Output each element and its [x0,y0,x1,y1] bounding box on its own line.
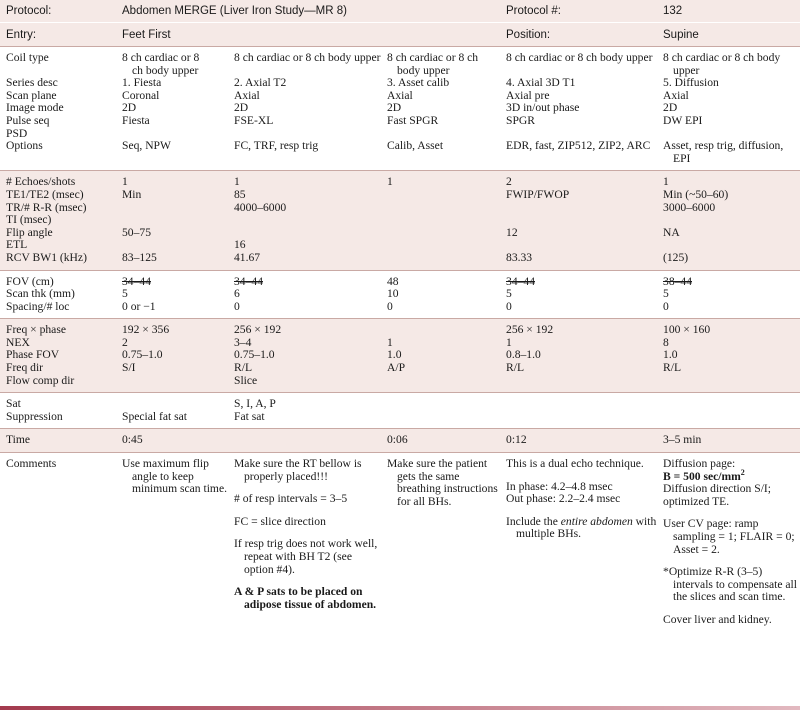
freq-c5: 100 × 160 [657,319,800,337]
comments-c2: Make sure the RT bellow is properly placed!!! # of resp intervals = 3–5 FC = slice direction If resp trig does not work well, repeat with BH T2 (see option #4). A & P sats to be placed on adipose tissue of abdomen. [228,453,381,627]
row-label: TR/# R-R (msec) [6,200,87,214]
row-label: PSD [6,126,28,140]
entry-label: Entry: [0,23,116,47]
pulse-c4: SPGR [506,113,536,127]
time-row [0,429,800,453]
pulse-seq-row [0,115,800,128]
spacing-c1: 0 or −1 [122,299,156,313]
rcv-row [0,252,800,270]
freqdir-c3: A/P [387,361,406,375]
echoes-c2: 1 [228,171,381,189]
rcv-c4: 83.33 [506,250,533,264]
plane-c5: Axial [663,88,689,102]
flow-comp-row [0,375,800,393]
bottom-rule [0,706,800,710]
comments-row [0,453,800,627]
phasefov-c4: 0.8–1.0 [506,348,541,362]
row-label: Phase FOV [6,348,60,362]
coil-row [0,47,800,78]
flip-c5: NA [663,225,680,239]
rcv-c2: 41.67 [234,250,261,264]
series-c1: 1. Fiesta [122,76,162,90]
thk-c5: 5 [663,287,669,301]
te-c1: Min [122,187,142,201]
spacing-c2: 0 [234,299,240,313]
row-label: Flow comp dir [6,373,75,387]
row-label: Sat [0,393,116,411]
mode-c3: 2D [387,101,402,115]
sat-c2: S, I, A, P [228,393,381,411]
nex-c4: 1 [506,335,512,349]
fov-c1: 34–44 [116,270,228,288]
comments-c5: Diffusion page: B = 500 $\sec/mm^2$ Diffusion direction S/I; optimized TE. User CV page: ramp sampling = 1; FLAIR = 0; Asset = 2. *Optimize R-R (3–5) intervals to compensate all the slices and scan time. Cover liver and kidney. [657,453,800,627]
spacing-c4: 0 [506,299,512,313]
phasefov-c2: 0.75–1.0 [234,348,275,362]
time-c5: 3–5 min [657,429,800,453]
thk-c1: 5 [122,287,128,301]
freq-c2: 256 × 192 [228,319,381,337]
freqdir-c5: R/L [663,361,682,375]
coil-c3: 8 ch cardiac or 8 ch body upper [381,47,500,78]
freq-phase-row [0,319,800,337]
phasefov-c5: 1.0 [663,348,678,362]
comments-label: Comments [0,453,116,627]
row-label: FOV (cm) [0,270,116,288]
pulse-c2: FSE-XL [234,113,274,127]
row-label: RCV BW1 (kHz) [6,250,87,264]
mode-c1: 2D [122,101,137,115]
flip-c4: 12 [506,225,518,239]
coil-c4: 8 ch cardiac or 8 ch body upper [500,47,657,78]
coil-c1: 8 ch cardiac or 8 ch body upper [116,47,228,78]
nex-c3: 1 [387,335,393,349]
te-row [0,189,800,202]
comments-c1: Use maximum flip angle to keep minimum scan time. [116,453,228,627]
freqdir-c4: R/L [506,361,525,375]
freqdir-c1: S/I [122,361,136,375]
echoes-c4: 2 [500,171,657,189]
protocol-label: Protocol: [6,5,52,17]
tr-c2: 4000–6000 [234,200,287,214]
row-label: Time [0,429,116,453]
freq-c1: 192 × 356 [116,319,228,337]
options-c1: Seq, NPW [122,139,171,153]
series-c5: 5. Diffusion [663,76,719,90]
plane-c1: Coronal [122,88,160,102]
fov-c4: 34–44 [500,270,657,288]
fov-c2: 34–44 [228,270,381,288]
pulse-c5: DW EPI [663,113,703,127]
te-c4: FWIP/FWOP [506,187,570,201]
nex-c5: 8 [663,335,669,349]
thk-row [0,288,800,301]
mode-c5: 2D [663,101,678,115]
row-label: Scan thk (mm) [6,287,75,301]
freq-c4: 256 × 192 [500,319,657,337]
row-label: Spacing/# loc [6,299,70,313]
row-label: # Echoes/shots [0,171,116,189]
time-c4: 0:12 [500,429,657,453]
row-label: Suppression [6,409,63,423]
etl-c2: 16 [234,238,246,252]
series-row [0,77,800,90]
row-label: NEX [6,335,30,349]
protocol-row [0,0,800,23]
options-c3: Calib, Asset [387,139,444,153]
pulse-c1: Fiesta [122,113,150,127]
series-c4: 4. Axial 3D T1 [506,76,576,90]
mode-c2: 2D [234,101,249,115]
options-c4: EDR, fast, ZIP512, ZIP2, ARC [506,139,651,153]
plane-c4: Axial pre [506,88,550,102]
plane-c3: Axial [387,88,413,102]
row-label: ETL [6,238,28,252]
suppression-c1: Special fat sat [122,409,188,423]
mode-c4: 3D in/out phase [506,101,580,115]
tr-row [0,202,800,215]
thk-c3: 10 [387,287,399,301]
series-c2: 2. Axial T2 [234,76,287,90]
thk-c2: 6 [234,287,240,301]
nex-c2: 3–4 [234,335,252,349]
suppression-c2: Fat sat [234,409,265,423]
echoes-row [0,171,800,189]
protocol-number-value: 132 [663,5,683,17]
tr-c5: 3000–6000 [663,200,716,214]
echoes-c1: 1 [116,171,228,189]
rcv-c1: 83–125 [122,250,157,264]
row-label: Scan plane [6,88,57,102]
flip-row [0,227,800,240]
plane-c2: Axial [234,88,260,102]
coil-c2: 8 ch cardiac or 8 ch body upper [228,47,381,78]
row-label: Options [6,139,43,153]
row-label: TE1/TE2 (msec) [6,187,84,201]
options-c2: FC, TRF, resp trig [234,139,319,153]
echoes-c5: 1 [657,171,800,189]
time-c1: 0:45 [116,429,228,453]
echoes-c3: 1 [381,171,500,189]
pulse-c3: Fast SPGR [387,113,439,127]
nex-c1: 2 [122,335,128,349]
phasefov-c1: 0.75–1.0 [122,348,163,362]
freq-dir-row [0,362,800,375]
spacing-c3: 0 [387,299,393,313]
comments-c3: Make sure the patient gets the same breathing instructions for all BHs. [381,453,500,627]
series-c3: 3. Asset calib [387,76,450,90]
row-label: Pulse seq [6,113,50,127]
freqdir-c2: R/L [234,361,253,375]
ti-row [0,214,800,227]
protocol-value: Abdomen MERGE (Liver Iron Study—MR 8) [122,5,347,17]
row-label: Image mode [6,101,64,115]
time-c3: 0:06 [381,429,500,453]
protocol-number-label: Protocol #: [506,5,561,17]
rcv-c5: (125) [663,250,689,264]
fov-c3: 48 [381,270,500,288]
position-value: Supine [657,23,800,47]
row-label: TI (msec) [6,213,52,227]
row-label: Coil type [0,47,116,78]
thk-c4: 5 [506,287,512,301]
coil-c5: 8 ch cardiac or 8 ch body upper [657,47,800,78]
options-row [0,140,800,171]
flowcomp-c2: Slice [234,373,258,387]
fov-c5: 38–44 [657,270,800,288]
spacing-c5: 0 [663,299,669,313]
entry-row [0,23,800,47]
sat-placement-note: A & P sats to be placed on adipose tissue of abdomen. [234,585,377,611]
fov-row [0,270,800,288]
row-label: Series desc [6,76,58,90]
options-c5: Asset, resp trig, diffusion, EPI [663,139,784,165]
row-label: Flip angle [6,225,53,239]
entry-value: Feet First [116,23,500,47]
te-c2: 85 [234,187,246,201]
comments-c4: This is a dual echo technique. In phase: 4.2–4.8 msec Out phase: 2.2–2.4 msec Include the entire abdomen with multiple BHs. [500,453,657,627]
te-c5: Min (~50–60) [663,187,729,201]
row-label: Freq × phase [0,319,116,337]
row-label: Freq dir [6,361,44,375]
phasefov-c3: 1.0 [387,348,402,362]
suppression-row [0,411,800,429]
spacing-row [0,301,800,319]
flip-c1: 50–75 [122,225,151,239]
position-label: Position: [500,23,657,47]
sat-row [0,393,800,411]
